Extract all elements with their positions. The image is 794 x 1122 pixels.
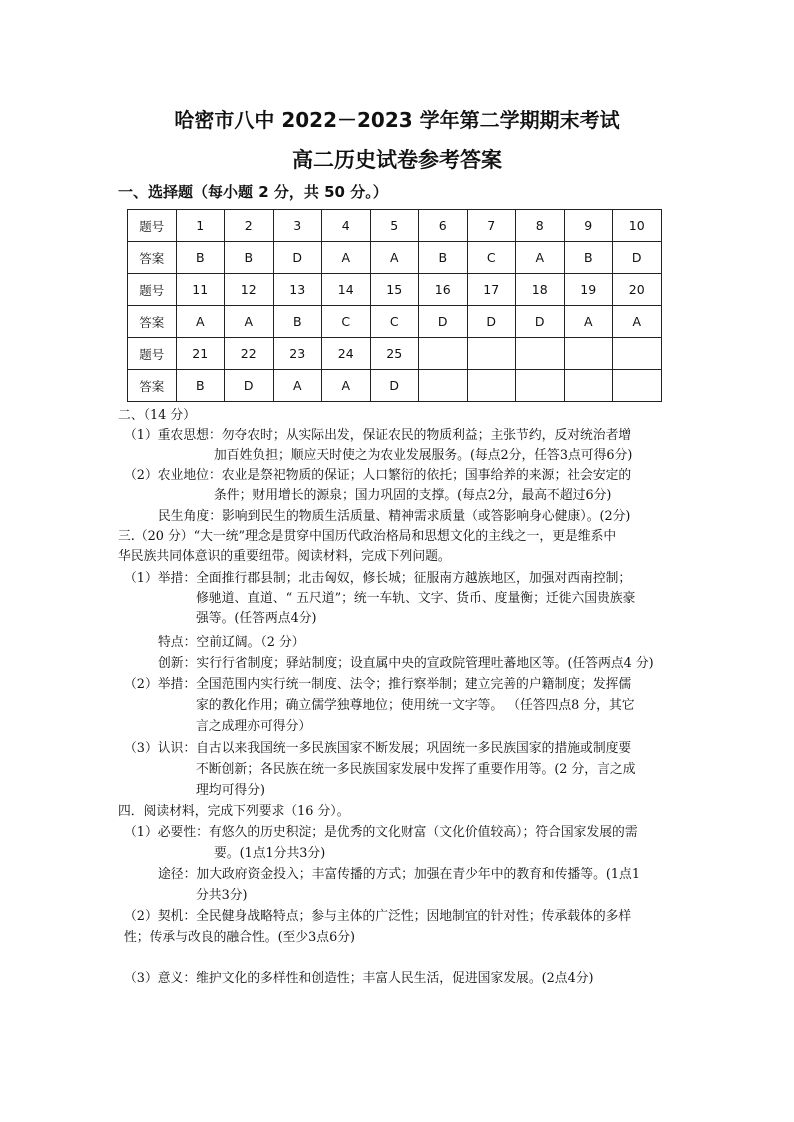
table-cell: A bbox=[225, 306, 274, 338]
answer-text-line: 民生角度：影响到民生的物质生活质量、精神需求质量（或答影响身心健康）。(2分) bbox=[158, 509, 631, 524]
table-cell bbox=[516, 370, 565, 402]
answer-text-line: 家的教化作用；确立儒学独尊地位；使用统一文字等。 （任答四点8 分，其它 bbox=[196, 698, 635, 713]
table-cell: 15 bbox=[370, 274, 419, 306]
answer-text-line: 华民族共同体意识的重要纽带。阅读材料，完成下列问题。 bbox=[118, 549, 451, 564]
table-cell: 4 bbox=[322, 210, 371, 242]
table-cell bbox=[467, 370, 516, 402]
table-cell: A bbox=[273, 370, 322, 402]
table-cell: 20 bbox=[613, 274, 662, 306]
table-cell: C bbox=[322, 306, 371, 338]
answer-text-line: （2）契机：全民健身战略特点；参与主体的广泛性；因地制宜的针对性；传承载体的多样 bbox=[124, 909, 632, 924]
table-row bbox=[128, 210, 662, 242]
table-row-header: 答案 bbox=[128, 242, 177, 274]
answer-text-line: 特点：空前辽阔。（2 分） bbox=[158, 635, 305, 650]
table-cell: D bbox=[225, 370, 274, 402]
table-row bbox=[128, 274, 662, 306]
table-cell bbox=[419, 370, 468, 402]
table-cell: A bbox=[322, 242, 371, 274]
answer-text-line: （1）必要性：有悠久的历史积淀；是优秀的文化财富（文化价值较高）；符合国家发展的需 bbox=[124, 825, 638, 840]
table-cell: 13 bbox=[273, 274, 322, 306]
table-cell: B bbox=[419, 242, 468, 274]
table-cell bbox=[467, 338, 516, 370]
table-row-header: 题号 bbox=[128, 210, 177, 242]
table-cell: 18 bbox=[516, 274, 565, 306]
table-cell: B bbox=[225, 242, 274, 274]
table-cell: 19 bbox=[564, 274, 613, 306]
table-cell: A bbox=[564, 306, 613, 338]
table-row bbox=[128, 370, 662, 402]
table-cell: C bbox=[467, 242, 516, 274]
table-cell: D bbox=[467, 306, 516, 338]
table-row bbox=[128, 242, 662, 274]
answer-text-line: 强等。(任答两点4分) bbox=[196, 611, 317, 626]
table-cell: D bbox=[613, 242, 662, 274]
table-cell: 22 bbox=[225, 338, 274, 370]
answer-text-line: 三.（20 分）“大一统”理念是贯穿中国历代政治格局和思想文化的主线之一，更是维系中 bbox=[118, 529, 617, 544]
table-cell: A bbox=[370, 242, 419, 274]
table-cell: 3 bbox=[273, 210, 322, 242]
answer-text-line: （2）举措：全国范围内实行统一制度、法令；推行察举制；建立完善的户籍制度；发挥儒 bbox=[124, 677, 632, 692]
table-cell: A bbox=[516, 242, 565, 274]
table-cell: D bbox=[516, 306, 565, 338]
table-cell: D bbox=[273, 242, 322, 274]
answer-text-line: 加百姓负担；顺应天时使之为农业发展服务。(每点2分，任答3点可得6分) bbox=[214, 448, 633, 463]
document-title-line1: 哈密市八中 2022－2023 学年第二学期期末考试 bbox=[174, 108, 620, 132]
table-cell: 9 bbox=[564, 210, 613, 242]
table-cell: B bbox=[564, 242, 613, 274]
table-cell bbox=[564, 338, 613, 370]
table-cell: 11 bbox=[176, 274, 225, 306]
answer-text-line: （3）认识：自古以来我国统一多民族国家不断发展；巩固统一多民族国家的措施或制度要 bbox=[124, 741, 632, 756]
table-cell bbox=[613, 370, 662, 402]
table-cell: B bbox=[273, 306, 322, 338]
table-row-header: 题号 bbox=[128, 338, 177, 370]
table-cell: B bbox=[176, 370, 225, 402]
table-cell bbox=[564, 370, 613, 402]
table-cell: 23 bbox=[273, 338, 322, 370]
answer-table bbox=[127, 209, 662, 402]
answer-text-line: 创新：实行行省制度；驿站制度；设直属中央的宣政院管理吐蕃地区等。(任答两点4 分) bbox=[158, 656, 654, 671]
table-cell: A bbox=[176, 306, 225, 338]
answer-text-line: 途径：加大政府资金投入；丰富传播的方式；加强在青少年中的教育和传播等。(1点1 bbox=[158, 867, 640, 882]
table-cell: 14 bbox=[322, 274, 371, 306]
table-cell bbox=[419, 338, 468, 370]
table-cell: 16 bbox=[419, 274, 468, 306]
answer-text-line: 二、（14 分） bbox=[118, 408, 196, 423]
answer-text-line: （2）农业地位：农业是祭祀物质的保证；人口繁衍的依托；国事给养的来源；社会安定的 bbox=[124, 468, 632, 483]
answer-text-line: 修驰道、直道、“ 五尺道”；统一车轨、文字、货币、度量衡；迁徙六国贵族豪 bbox=[196, 591, 636, 606]
table-cell: 10 bbox=[613, 210, 662, 242]
table-cell: 6 bbox=[419, 210, 468, 242]
table-row-header: 题号 bbox=[128, 274, 177, 306]
answer-text-line: 四．阅读材料，完成下列要求（16 分）。 bbox=[118, 804, 350, 819]
table-cell: 2 bbox=[225, 210, 274, 242]
table-cell: 1 bbox=[176, 210, 225, 242]
table-cell: D bbox=[370, 370, 419, 402]
table-cell: 24 bbox=[322, 338, 371, 370]
answer-text-line: 条件；财用增长的源泉；国力巩固的支撑。(每点2分，最高不超过6分) bbox=[214, 488, 612, 503]
document-title-line2: 高二历史试卷参考答案 bbox=[292, 148, 502, 172]
answer-text-line: 分共3分) bbox=[196, 888, 248, 903]
table-cell: 17 bbox=[467, 274, 516, 306]
answer-text-line: 要。(1点1分共3分) bbox=[214, 846, 326, 861]
table-cell: A bbox=[613, 306, 662, 338]
table-row-header: 答案 bbox=[128, 306, 177, 338]
answer-text-line: 理均可得分) bbox=[196, 783, 265, 798]
table-cell: B bbox=[176, 242, 225, 274]
table-cell: 25 bbox=[370, 338, 419, 370]
table-cell: A bbox=[322, 370, 371, 402]
table-cell bbox=[613, 338, 662, 370]
table-cell: 21 bbox=[176, 338, 225, 370]
table-cell: 8 bbox=[516, 210, 565, 242]
table-cell: 12 bbox=[225, 274, 274, 306]
table-cell: 7 bbox=[467, 210, 516, 242]
table-cell: C bbox=[370, 306, 419, 338]
answer-text-line: （1）举措：全面推行郡县制；北击匈奴，修长城；征服南方越族地区，加强对西南控制； bbox=[124, 571, 632, 586]
section1-heading: 一、选择题（每小题 2 分，共 50 分。） bbox=[118, 183, 388, 201]
answer-text-line: （1）重农思想：勿夺农时；从实际出发，保证农民的物质利益；主张节约，反对统治者增 bbox=[124, 428, 632, 443]
table-cell: 5 bbox=[370, 210, 419, 242]
answer-text-line: 不断创新；各民族在统一多民族国家发展中发挥了重要作用等。(2 分，言之成 bbox=[196, 762, 636, 777]
answer-text-line: （3）意义：维护文化的多样性和创造性；丰富人民生活，促进国家发展。(2点4分) bbox=[124, 971, 594, 986]
table-cell: D bbox=[419, 306, 468, 338]
table-row-header: 答案 bbox=[128, 370, 177, 402]
answer-text-line: 言之成理亦可得分） bbox=[196, 719, 312, 734]
table-cell bbox=[516, 338, 565, 370]
answer-text-line: 性；传承与改良的融合性。(至少3点6分) bbox=[124, 930, 356, 945]
table-row bbox=[128, 306, 662, 338]
table-row bbox=[128, 338, 662, 370]
